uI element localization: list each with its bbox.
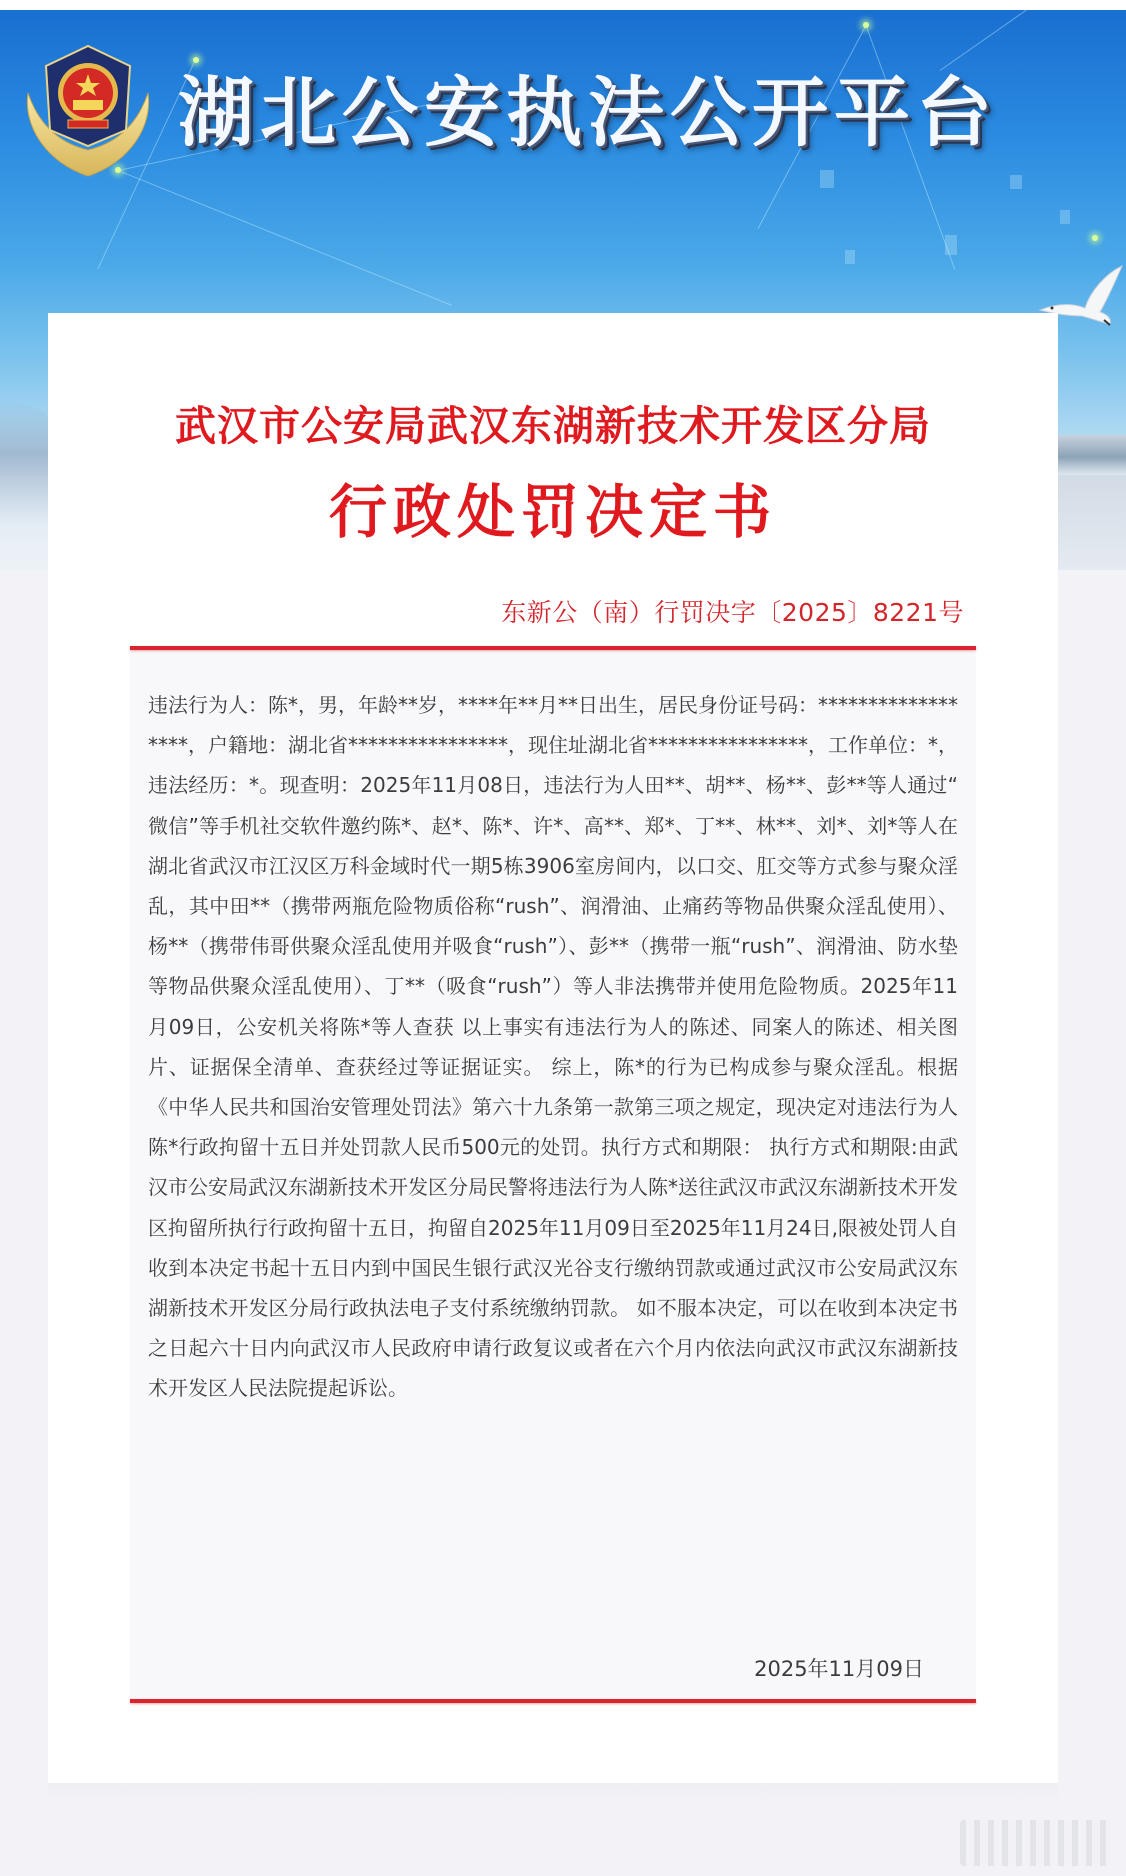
document-body-text: 违法行为人：陈*，男，年龄**岁，****年**月**日出生，居民身份证号码：******************，户籍地：湖北省****************，现住址湖北省****************，工作单位：*，违法经历：*。现查明：2025年11月08日，违法行为人田**、胡**、杨**、彭**等人通过“ 微信”等手机社交软件邀约陈*、赵*、陈*、许*、高**、郑*、丁**、林**、刘*、刘*等人在湖北省武汉市江汉区万科金域时代一期5栋3906室房间内，以口交、肛交等方式参与聚众淫乱，其中田**（携带两瓶危险物质俗称“rush”、润滑油、止痛药等物品供聚众淫乱使用）、杨**（携带伟哥供聚众淫乱使用并吸食“rush”）、彭**（携带一瓶“rush”、润滑油、防水垫等物品供聚众淫乱使用）、丁**（吸食“rush”）等人非法携带并使用危险物质。2025年11月09日，公安机关将陈*等人查获 以上事实有违法行为人的陈述、同案人的陈述、相关图片、证据保全清单、查获经过等证据证实。 综上，陈*的行为已构成参与聚众淫乱。根据《中华人民共和国治安管理处罚法》第六十九条第一款第三项之规定，现决定对违法行为人陈*行政拘留十五日并处罚款人民币500元的处罚。执行方式和期限： 执行方式和期限:由武汉市公安局武汉东湖新技术开发区分局民警将违法行为人陈*送往武汉市武汉东湖新技术开发区拘留所执行行政拘留十五日，拘留自2025年11月09日至2025年11月24日,限被处罚人自收到本决定书起十五日内到中国民生银行武汉光谷支行缴纳罚款或通过武汉市公安局武汉东湖新技术开发区分局行政执法电子支付系统缴纳罚款。 如不服本决定，可以在收到本决定书之日起六十日内向武汉市人民政府申请行政复议或者在六个月内依法向武汉市武汉东湖新技术开发区人民法院提起诉讼。: [148, 693, 958, 1401]
pixel-decoration: [945, 235, 957, 255]
pixel-decoration: [1060, 210, 1070, 224]
top-strip: [0, 0, 1126, 10]
network-node: [1092, 235, 1098, 241]
document-title: 行政处罚决定书: [328, 478, 777, 546]
watermark: [960, 1820, 1110, 1866]
signature-date: 2025年11月09日: [754, 1657, 924, 1681]
lake-scenery: [1058, 475, 1126, 570]
network-node: [863, 22, 869, 28]
issuer-title: 武汉市公安局武汉东湖新技术开发区分局: [175, 402, 931, 450]
pixel-decoration: [820, 170, 834, 188]
police-emblem-icon: [18, 38, 158, 180]
lakeside-scenery: [1058, 435, 1126, 475]
card-shadow: [48, 1783, 1058, 1803]
pixel-decoration: [1010, 175, 1022, 189]
pixel-decoration: [845, 250, 855, 264]
document-card: [48, 313, 1058, 1783]
divider-red-bottom: [130, 1699, 976, 1703]
document-number: 东新公（南）行罚决字〔2025〕8221号: [501, 598, 964, 627]
network-line: [118, 170, 452, 306]
divider-red-top: [130, 646, 976, 650]
site-title: 湖北公安执法公开平台: [178, 68, 998, 157]
